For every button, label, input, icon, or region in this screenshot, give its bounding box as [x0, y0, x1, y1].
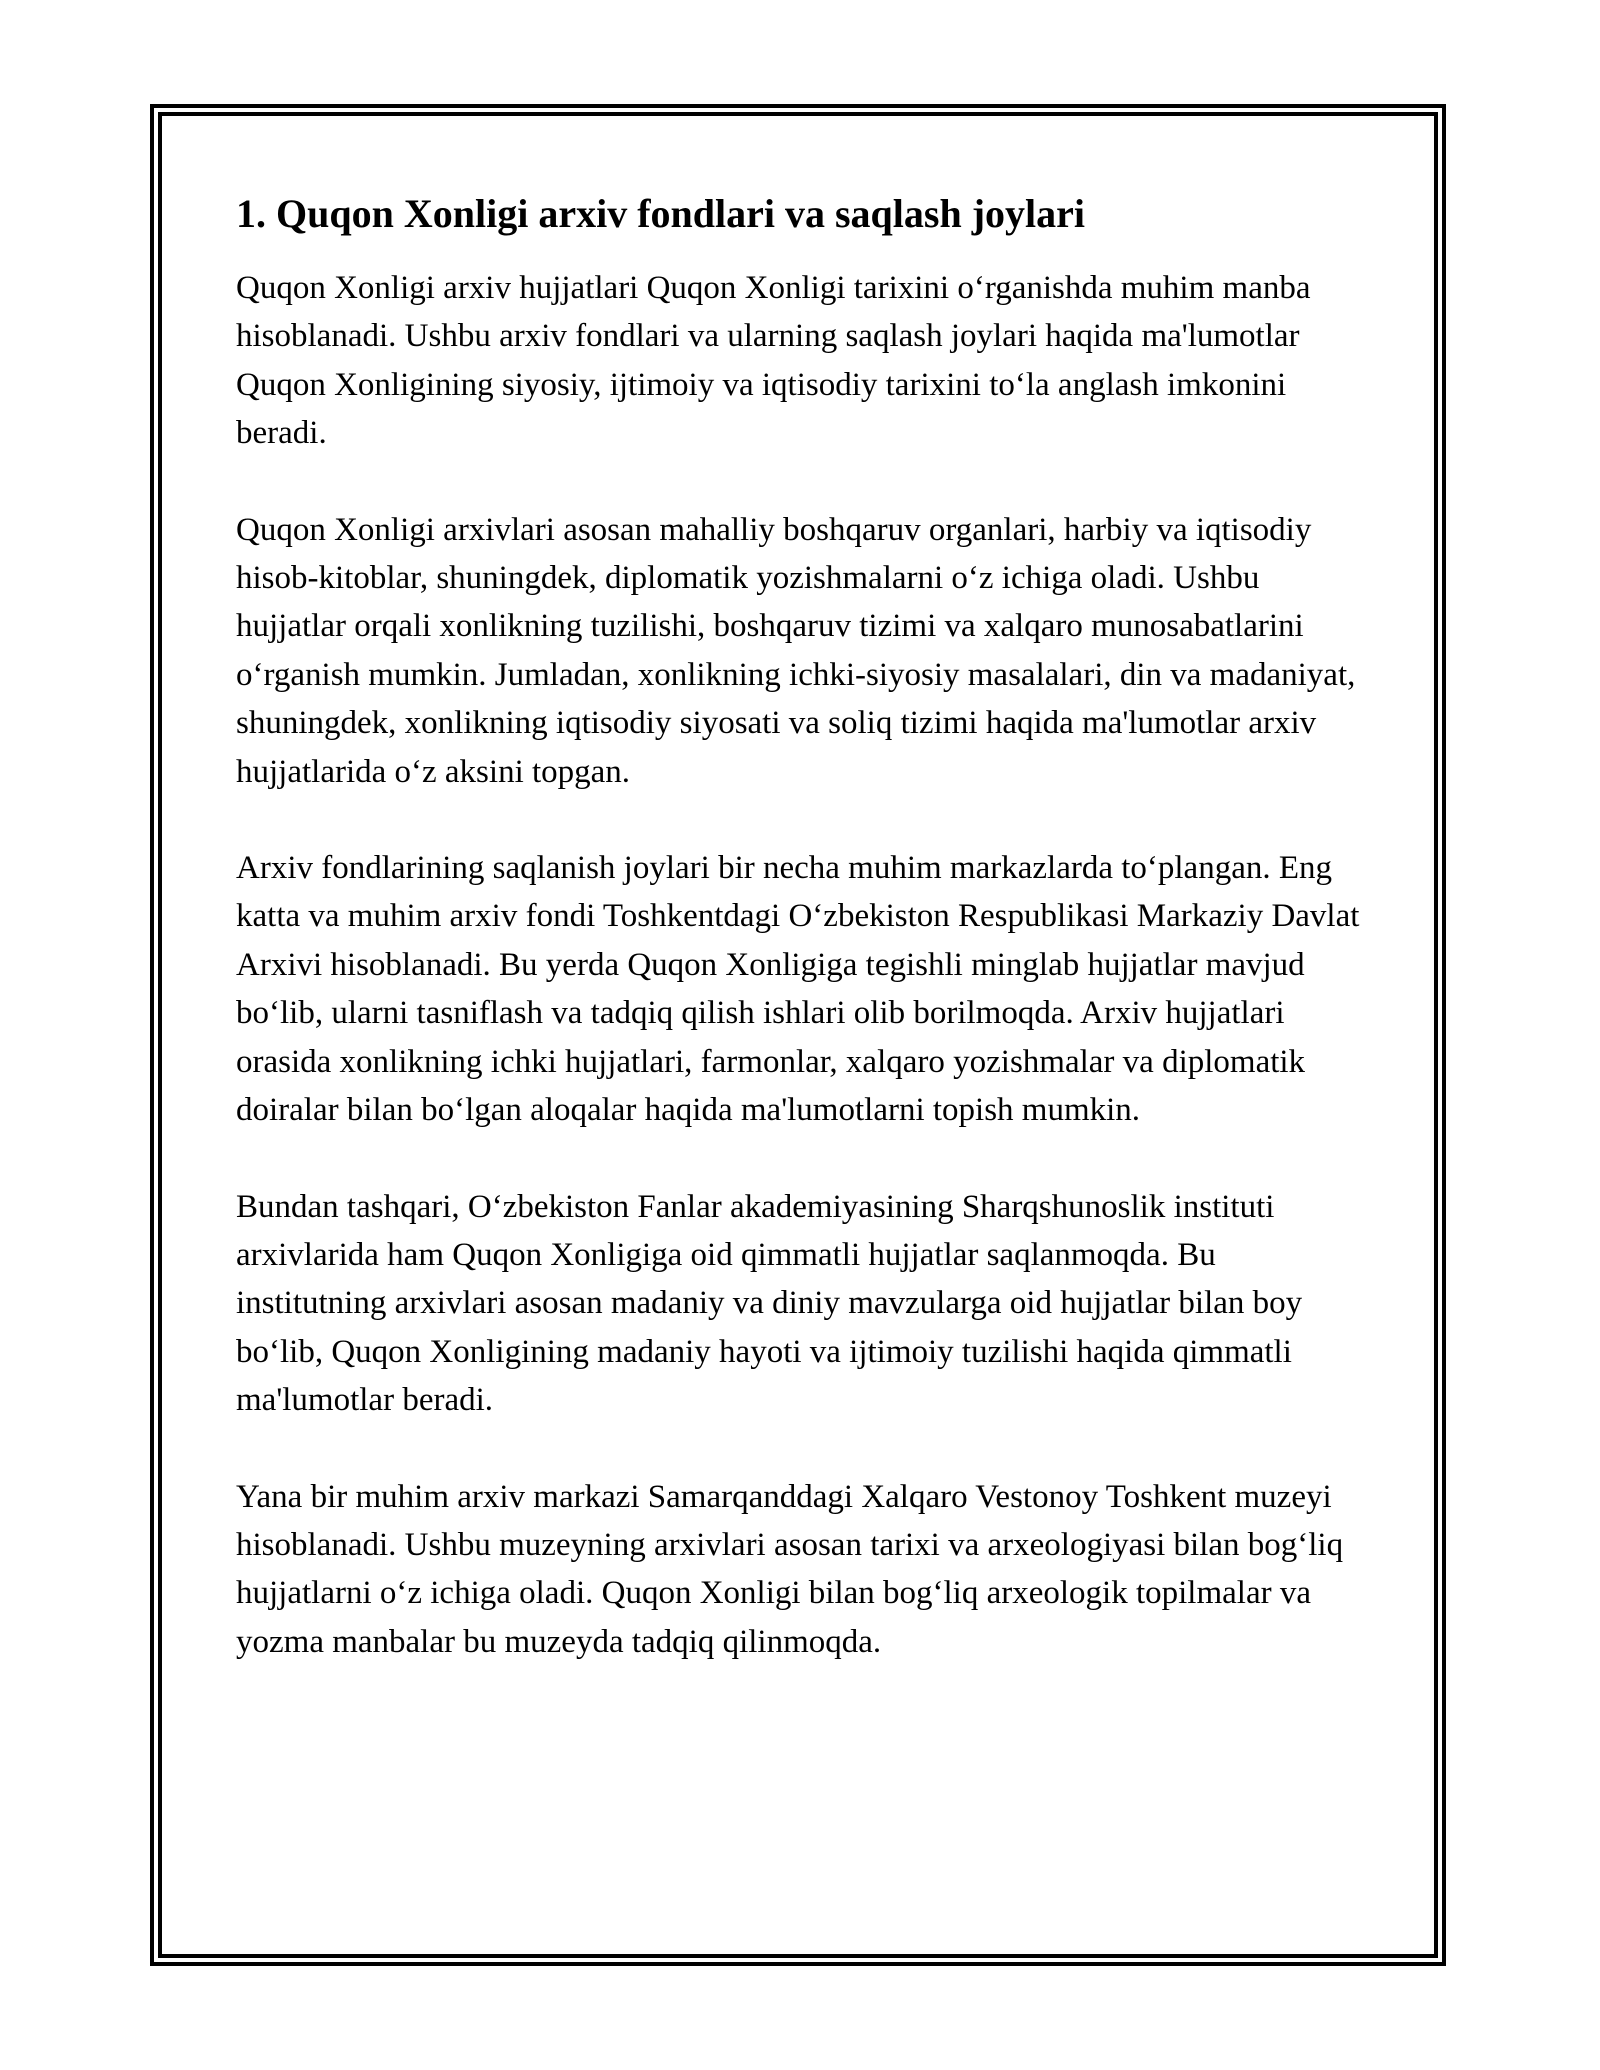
paragraph-2: Quqon Xonligi arxivlari asosan mahalliy boshqaruv organlari, harbiy va iqtisodiy hisob-kitoblar, shuningdek, diplomatik yozishmalarni o‘z ichiga oladi. Ushbu hujjatlar orqali xonlikning tuzilishi, boshqaruv tizimi va xalqaro munosabatlarini o‘rganish mumkin. Jumladan, xonlikning ichki-siyosiy masalalari, din va madaniyat, shuningdek, xonlikning iqtisodiy siyosati va soliq tizimi haqida ma'lumotlar arxiv hujjatlarida o‘z aksini topgan. [236, 511, 1356, 790]
section-heading: 1. Quqon Xonligi arxiv fondlari va saqlash joylari [236, 191, 1086, 236]
paragraph-3: Arxiv fondlarining saqlanish joylari bir necha muhim markazlarda to‘plangan. Eng katta va muhim arxiv fondi Toshkentdagi O‘zbekiston Respublikasi Markaziy Davlat Arxivi hisoblanadi. Bu yerda Quqon Xonligiga tegishli minglab hujjatlar mavjud bo‘lib, ularni tasniflash va tadqiq qilish ishlari olib borilmoqda. Arxiv hujjatlari orasida xonlikning ichki hujjatlari, farmonlar, xalqaro yozishmalar va diplomatik doiralar bilan bo‘lgan aloqalar haqida ma'lumotlarni topish mumkin. [236, 850, 1360, 1129]
paragraph-5: Yana bir muhim arxiv markazi Samarqanddagi Xalqaro Vestonoy Toshkent muzeyi hisoblanadi. Ushbu muzeyning arxivlari asosan tarixi va arxeologiyasi bilan bog‘liq hujjatlarni o‘z ichiga oladi. Quqon Xonligi bilan bog‘liq arxeologik topilmalar va yozma manbalar bu muzeyda tadqiq qilinmoqda. [236, 1478, 1344, 1660]
paragraph-4: Bundan tashqari, O‘zbekiston Fanlar akademiyasining Sharqshunoslik instituti arxivlarida ham Quqon Xonligiga oid qimmatli hujjatlar saqlanmoqda. Bu institutning arxivlari asosan madaniy va diniy mavzularga oid hujjatlar bilan boy bo‘lib, Quqon Xonligining madaniy hayoti va ijtimoiy tuzilishi haqida qimmatli ma'lumotlar beradi. [236, 1188, 1303, 1419]
paragraph-1: Quqon Xonligi arxiv hujjatlari Quqon Xonligi tarixini o‘rganishda muhim manba hisoblanadi. Ushbu arxiv fondlari va ularning saqlash joylari haqida ma'lumotlar Quqon Xonligining siyosiy, ijtimoiy va iqtisodiy tarixini to‘la anglash imkonini beradi. [236, 270, 1311, 452]
document-body [236, 186, 1366, 1714]
